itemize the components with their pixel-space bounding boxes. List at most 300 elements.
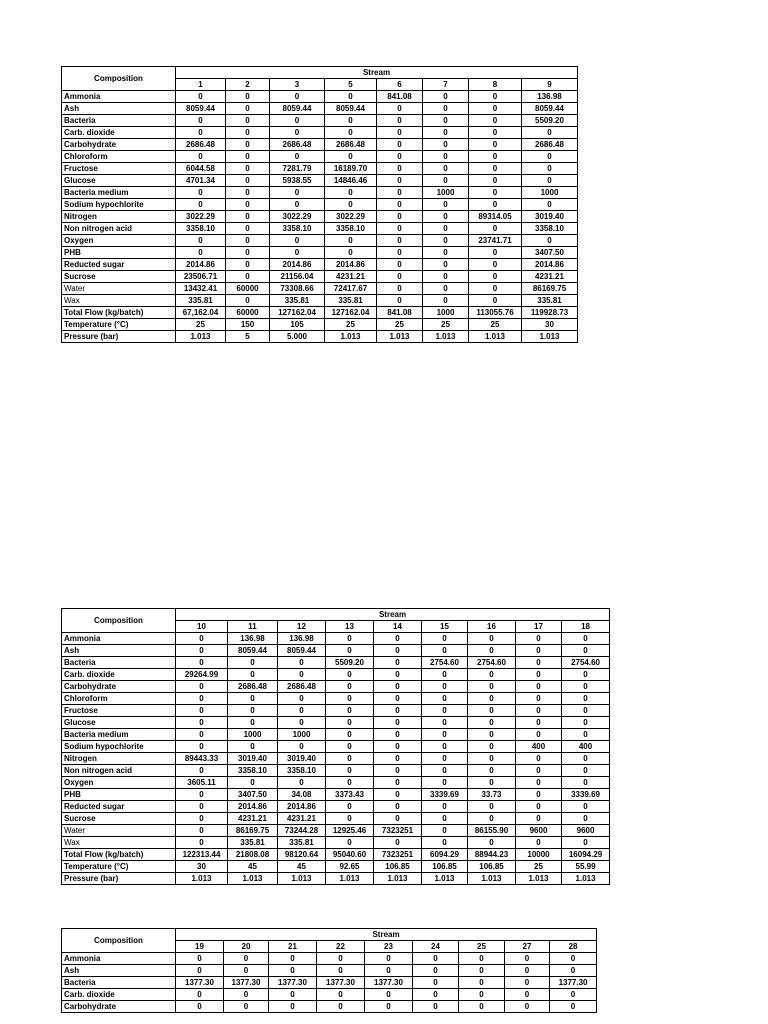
table-cell: 0 (468, 705, 516, 717)
table-cell: 4231.21 (228, 813, 278, 825)
table-cell: 0 (228, 717, 278, 729)
component-label: Carb. dioxide (62, 127, 176, 139)
table-cell: 0 (365, 989, 413, 1001)
table-cell: 1000 (228, 729, 278, 741)
table-cell: 8059.44 (325, 103, 377, 115)
table-cell: 0 (377, 103, 423, 115)
table-cell: 0 (325, 115, 377, 127)
table-cell: 3407.50 (522, 247, 578, 259)
table-row (62, 139, 578, 151)
table-cell: 0 (413, 953, 459, 965)
table-cell: 1.013 (516, 873, 562, 885)
table-cell: 2014.86 (278, 801, 326, 813)
table-cell: 0 (269, 965, 317, 977)
table-cell: 73308.66 (270, 283, 325, 295)
table-cell: 0 (176, 681, 228, 693)
table-cell: 4231.21 (278, 813, 326, 825)
table-cell: 1377.30 (269, 977, 317, 989)
table-cell: 0 (176, 657, 228, 669)
table-cell: 0 (516, 777, 562, 789)
stream-number: 21 (269, 941, 317, 953)
table-cell: 0 (468, 741, 516, 753)
table-cell: 106.85 (374, 861, 422, 873)
table-cell: 0 (278, 717, 326, 729)
stream-number: 22 (317, 941, 365, 953)
table-cell: 3019.40 (278, 753, 326, 765)
table-cell: 0 (468, 765, 516, 777)
table-row (62, 307, 578, 319)
table-cell: 0 (522, 175, 578, 187)
table-cell: 86169.75 (522, 283, 578, 295)
table-cell: 0 (423, 295, 469, 307)
table-cell: 0 (423, 199, 469, 211)
table-cell: 86169.75 (228, 825, 278, 837)
table-cell: 0 (413, 989, 459, 1001)
table-cell: 1.013 (228, 873, 278, 885)
table-cell: 1000 (423, 307, 469, 319)
table-row (62, 705, 610, 717)
component-label: Ash (62, 645, 176, 657)
table-cell: 0 (550, 1001, 597, 1013)
table-cell: 2686.48 (325, 139, 377, 151)
table-cell: 0 (374, 813, 422, 825)
table-cell: 0 (413, 977, 459, 989)
table-cell: 0 (377, 163, 423, 175)
table-cell: 4231.21 (325, 271, 377, 283)
table-cell: 5 (226, 331, 270, 343)
stream-number: 5 (325, 79, 377, 91)
table-row (62, 765, 610, 777)
table-cell: 0 (228, 657, 278, 669)
component-label: Sodium hypochlorite (62, 199, 176, 211)
table-cell: 0 (377, 187, 423, 199)
table-cell: 8059.44 (176, 103, 226, 115)
table-cell: 0 (374, 717, 422, 729)
table-row (62, 319, 578, 331)
table-cell: 67,162.04 (176, 307, 226, 319)
table-cell: 0 (469, 91, 522, 103)
table-cell: 0 (562, 669, 610, 681)
table-cell: 0 (270, 115, 325, 127)
table-cell: 0 (469, 247, 522, 259)
component-label: Carb. dioxide (62, 989, 176, 1001)
table-cell: 0 (468, 681, 516, 693)
table-cell: 0 (176, 693, 228, 705)
component-label: Sucrose (62, 271, 176, 283)
table-cell: 136.98 (522, 91, 578, 103)
table-row (62, 837, 610, 849)
table-cell: 33.73 (468, 789, 516, 801)
table-cell: 0 (224, 965, 269, 977)
table-cell: 2014.86 (270, 259, 325, 271)
table-cell: 1.013 (468, 873, 516, 885)
table-cell: 0 (377, 271, 423, 283)
table-cell: 127162.04 (325, 307, 377, 319)
component-label: Carbohydrate (62, 1001, 176, 1013)
table-cell: 0 (374, 729, 422, 741)
table-cell: 136.98 (228, 633, 278, 645)
table-cell: 0 (423, 163, 469, 175)
table-cell: 0 (176, 965, 224, 977)
table-cell: 0 (468, 729, 516, 741)
stream-number: 20 (224, 941, 269, 953)
table-cell: 335.81 (228, 837, 278, 849)
table-cell: 0 (270, 247, 325, 259)
table-cell: 16094.29 (562, 849, 610, 861)
table-cell: 0 (226, 271, 270, 283)
table-cell: 0 (423, 103, 469, 115)
stream-header: Stream (176, 929, 597, 941)
table-cell: 0 (469, 163, 522, 175)
table-cell: 1.013 (562, 873, 610, 885)
table-cell: 89314.05 (469, 211, 522, 223)
table-cell: 0 (469, 139, 522, 151)
stream-number: 14 (374, 621, 422, 633)
table-cell: 0 (325, 127, 377, 139)
table-cell: 0 (516, 693, 562, 705)
table-cell: 13432.41 (176, 283, 226, 295)
table-cell: 841.08 (377, 91, 423, 103)
table-cell: 0 (423, 151, 469, 163)
table-cell: 0 (176, 247, 226, 259)
table-cell: 0 (516, 765, 562, 777)
component-label: Reducted sugar (62, 259, 176, 271)
table-cell: 3358.10 (325, 223, 377, 235)
table-cell: 0 (468, 645, 516, 657)
table-cell: 0 (505, 977, 550, 989)
table-cell: 0 (176, 813, 228, 825)
table-cell: 0 (326, 681, 374, 693)
table-cell: 0 (422, 669, 468, 681)
table-cell: 136.98 (278, 633, 326, 645)
table-cell: 0 (562, 753, 610, 765)
table-cell: 0 (422, 813, 468, 825)
table-cell: 0 (377, 259, 423, 271)
table-cell: 3022.29 (176, 211, 226, 223)
table-cell: 0 (226, 223, 270, 235)
table-cell: 0 (469, 127, 522, 139)
table-cell: 0 (377, 199, 423, 211)
stream-number: 28 (550, 941, 597, 953)
table-cell: 3022.29 (270, 211, 325, 223)
table-cell: 8059.44 (522, 103, 578, 115)
table-cell: 23506.71 (176, 271, 226, 283)
table-cell: 0 (469, 283, 522, 295)
stream-number: 8 (469, 79, 522, 91)
table-row (62, 657, 610, 669)
table-cell: 0 (422, 765, 468, 777)
table-row (62, 729, 610, 741)
component-label: Pressure (bar) (62, 331, 176, 343)
table-row (62, 259, 578, 271)
table-row (62, 175, 578, 187)
stream-number: 19 (176, 941, 224, 953)
component-label: Temperature (°C) (62, 861, 176, 873)
table-cell: 0 (326, 633, 374, 645)
table-cell: 0 (522, 235, 578, 247)
table-cell: 0 (516, 645, 562, 657)
table-cell: 0 (422, 729, 468, 741)
table-cell: 0 (325, 187, 377, 199)
table-cell: 0 (468, 777, 516, 789)
table-cell: 0 (374, 753, 422, 765)
component-label: Fructose (62, 705, 176, 717)
component-label: Bacteria (62, 115, 176, 127)
table-cell: 0 (228, 705, 278, 717)
table-cell: 0 (422, 741, 468, 753)
component-label: Bacteria medium (62, 187, 176, 199)
table-cell: 0 (423, 259, 469, 271)
component-label: Reducted sugar (62, 801, 176, 813)
table-cell: 0 (224, 989, 269, 1001)
table-cell: 0 (516, 669, 562, 681)
table-cell: 841.08 (377, 307, 423, 319)
table-row (62, 693, 610, 705)
table-cell: 3358.10 (522, 223, 578, 235)
table-cell: 0 (224, 1001, 269, 1013)
table-cell: 3373.43 (326, 789, 374, 801)
table-cell: 0 (176, 741, 228, 753)
component-label: Bacteria (62, 657, 176, 669)
table-cell: 3358.10 (270, 223, 325, 235)
table-cell: 5.000 (270, 331, 325, 343)
table-row (62, 247, 578, 259)
stream-table-1 (61, 66, 578, 343)
table-cell: 2754.60 (422, 657, 468, 669)
table-cell: 7323251 (374, 825, 422, 837)
table-cell: 0 (374, 633, 422, 645)
table-cell: 60000 (226, 283, 270, 295)
table-cell: 0 (422, 645, 468, 657)
table-cell: 0 (423, 271, 469, 283)
table-row (62, 91, 578, 103)
table-cell: 0 (422, 777, 468, 789)
table-cell: 0 (516, 717, 562, 729)
table-cell: 0 (176, 789, 228, 801)
table-cell: 0 (365, 953, 413, 965)
table-cell: 150 (226, 319, 270, 331)
table-cell: 0 (228, 741, 278, 753)
table-cell: 0 (562, 801, 610, 813)
component-label: Water (62, 825, 176, 837)
table-cell: 0 (423, 175, 469, 187)
table-cell: 9600 (516, 825, 562, 837)
table-row (62, 187, 578, 199)
table-cell: 1.013 (377, 331, 423, 343)
table-cell: 0 (228, 669, 278, 681)
table-cell: 0 (562, 837, 610, 849)
table-cell: 8059.44 (270, 103, 325, 115)
table-cell: 0 (469, 199, 522, 211)
table-cell: 0 (422, 633, 468, 645)
table-cell: 0 (374, 801, 422, 813)
table-cell: 0 (469, 223, 522, 235)
table-cell: 0 (226, 175, 270, 187)
table-cell: 30 (176, 861, 228, 873)
table-cell: 0 (522, 127, 578, 139)
table-cell: 0 (325, 151, 377, 163)
table-cell: 0 (550, 953, 597, 965)
component-label: Temperature (°C) (62, 319, 176, 331)
table-cell: 0 (562, 813, 610, 825)
table-cell: 0 (176, 729, 228, 741)
table-cell: 0 (326, 813, 374, 825)
table-cell: 14846.46 (325, 175, 377, 187)
table-cell: 0 (278, 693, 326, 705)
table-cell: 1.013 (374, 873, 422, 885)
table-row (62, 127, 578, 139)
table-cell: 1377.30 (550, 977, 597, 989)
component-label: Carb. dioxide (62, 669, 176, 681)
table-cell: 3022.29 (325, 211, 377, 223)
table-cell: 0 (226, 115, 270, 127)
table-cell: 0 (226, 91, 270, 103)
table-row (62, 861, 610, 873)
stream-number: 23 (365, 941, 413, 953)
table-cell: 0 (469, 175, 522, 187)
stream-number: 10 (176, 621, 228, 633)
table-cell: 0 (270, 187, 325, 199)
component-label: Wax (62, 295, 176, 307)
table-cell: 7323251 (374, 849, 422, 861)
component-label: Ash (62, 965, 176, 977)
table-cell: 0 (377, 295, 423, 307)
table-cell: 0 (270, 199, 325, 211)
table-cell: 0 (550, 965, 597, 977)
table-cell: 0 (176, 127, 226, 139)
table-cell: 0 (325, 199, 377, 211)
table-cell: 23741.71 (469, 235, 522, 247)
table-cell: 0 (326, 837, 374, 849)
component-label: Ammonia (62, 953, 176, 965)
table-cell: 400 (562, 741, 610, 753)
table-cell: 0 (505, 953, 550, 965)
table-cell: 0 (422, 801, 468, 813)
table-cell: 72417.67 (325, 283, 377, 295)
table-row (62, 777, 610, 789)
table-cell: 1377.30 (224, 977, 269, 989)
stream-number: 18 (562, 621, 610, 633)
table-cell: 0 (469, 115, 522, 127)
table-cell: 113055.76 (469, 307, 522, 319)
table-cell: 0 (413, 1001, 459, 1013)
table-cell: 0 (226, 139, 270, 151)
table-cell: 3339.69 (562, 789, 610, 801)
table-cell: 0 (176, 801, 228, 813)
table-cell: 119928.73 (522, 307, 578, 319)
table-cell: 2686.48 (228, 681, 278, 693)
component-label: Carbohydrate (62, 139, 176, 151)
table-cell: 0 (505, 1001, 550, 1013)
table-cell: 0 (326, 765, 374, 777)
table-cell: 0 (326, 669, 374, 681)
table-cell: 0 (468, 633, 516, 645)
table-cell: 0 (278, 705, 326, 717)
table-cell: 106.85 (422, 861, 468, 873)
table-cell: 0 (374, 681, 422, 693)
table-cell: 4701.34 (176, 175, 226, 187)
table-cell: 0 (270, 151, 325, 163)
table-cell: 6094.29 (422, 849, 468, 861)
table-cell: 0 (522, 151, 578, 163)
table-cell: 45 (228, 861, 278, 873)
table-cell: 1.013 (278, 873, 326, 885)
table-cell: 0 (226, 295, 270, 307)
table-cell: 335.81 (325, 295, 377, 307)
table-cell: 0 (226, 163, 270, 175)
table-cell: 0 (422, 753, 468, 765)
stream-table-2 (61, 608, 610, 885)
table-cell: 0 (226, 127, 270, 139)
component-label: Oxygen (62, 235, 176, 247)
stream-number: 17 (516, 621, 562, 633)
table-cell: 0 (459, 953, 505, 965)
table-cell: 0 (423, 247, 469, 259)
table-cell: 1.013 (422, 873, 468, 885)
table-cell: 0 (469, 295, 522, 307)
table-cell: 30 (522, 319, 578, 331)
table-cell: 0 (468, 801, 516, 813)
table-cell: 0 (228, 777, 278, 789)
table-cell: 0 (413, 965, 459, 977)
table-cell: 3339.69 (422, 789, 468, 801)
table-cell: 0 (516, 789, 562, 801)
table-cell: 3019.40 (228, 753, 278, 765)
stream-number: 15 (422, 621, 468, 633)
table-cell: 0 (365, 1001, 413, 1013)
table-cell: 0 (270, 127, 325, 139)
table-row (62, 151, 578, 163)
table-cell: 0 (422, 717, 468, 729)
table-cell: 0 (326, 753, 374, 765)
table-row (62, 1001, 597, 1013)
table-cell: 0 (550, 989, 597, 1001)
table-row (62, 271, 578, 283)
table-row (62, 199, 578, 211)
table-cell: 0 (377, 223, 423, 235)
table-cell: 1377.30 (317, 977, 365, 989)
table-cell: 0 (176, 705, 228, 717)
table-cell: 25 (325, 319, 377, 331)
table-cell: 0 (377, 235, 423, 247)
table-cell: 3358.10 (228, 765, 278, 777)
table-cell: 98120.64 (278, 849, 326, 861)
table-row (62, 977, 597, 989)
stream-number: 11 (228, 621, 278, 633)
table-cell: 1.013 (176, 331, 226, 343)
table-cell: 0 (516, 813, 562, 825)
table-cell: 0 (325, 91, 377, 103)
table-cell: 9600 (562, 825, 610, 837)
stream-number: 2 (226, 79, 270, 91)
table-cell: 12925.46 (326, 825, 374, 837)
table-cell: 0 (176, 199, 226, 211)
stream-number: 1 (176, 79, 226, 91)
table-cell: 0 (422, 681, 468, 693)
table-cell: 0 (226, 187, 270, 199)
table-cell: 3407.50 (228, 789, 278, 801)
table-cell: 86155.90 (468, 825, 516, 837)
table-cell: 1.013 (176, 873, 228, 885)
stream-header: Stream (176, 609, 610, 621)
table-cell: 0 (226, 247, 270, 259)
table-cell: 0 (459, 1001, 505, 1013)
table-cell: 0 (377, 247, 423, 259)
table-cell: 0 (423, 139, 469, 151)
table-cell: 2686.48 (522, 139, 578, 151)
stream-number: 6 (377, 79, 423, 91)
table-row (62, 825, 610, 837)
